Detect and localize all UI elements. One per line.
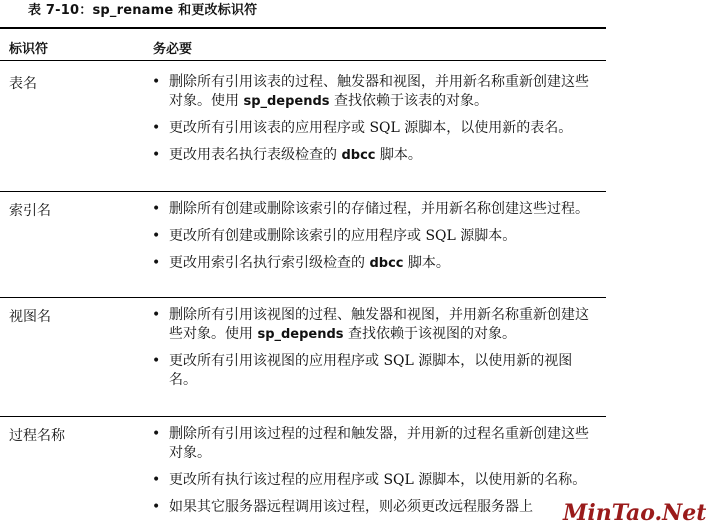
header-requirement: 务必要 [153,42,193,57]
row-divider [0,191,606,192]
list-item: • 更改用索引名执行索引级检查的 dbcc 脚本。 [149,254,594,273]
row-term-procedure-name: 过程名称 [9,428,65,444]
row-items-view-name [149,306,594,398]
table-caption: 表 7-10：sp_rename 和更改标识符 [28,3,258,18]
keyword-dbcc: dbcc [369,256,404,271]
header-identifier: 标识符 [9,42,49,57]
table-top-rule [0,27,606,29]
row-term-view-name: 视图名 [9,309,51,325]
row-divider [0,297,606,298]
list-item: • 更改所有创建或删除该索引的应用程序或 SQL 源脚本。 [149,227,594,246]
list-item: • 删除所有创建或删除该索引的存储过程，并用新名称创建这些过程。 [149,200,594,219]
list-item: • 更改所有引用该视图的应用程序或 SQL 源脚本，以使用新的视图名。 [149,352,594,390]
list-item: • 更改用表名执行表级检查的 dbcc 脚本。 [149,146,594,165]
watermark-logo: MinTao.Net [563,500,706,526]
list-item: • 如果其它服务器远程调用该过程，则必须更改远程服务器上 [149,498,594,517]
list-item: • 删除所有引用该过程的过程和触发器，并用新的过程名重新创建这些对象。 [149,425,594,463]
list-item: • 删除所有引用该表的过程、触发器和视图，并用新名称重新创建这些对象。使用 sp_depends 查找依赖于该表的对象。 [149,73,594,111]
keyword-dbcc: dbcc [341,148,376,163]
row-term-table-name: 表名 [9,76,37,92]
row-divider [0,416,606,417]
row-items-table-name [149,73,594,173]
keyword-sp-depends: sp_depends [257,327,344,342]
list-item: • 删除所有引用该视图的过程、触发器和视图，并用新名称重新创建这些对象。使用 sp_depends 查找依赖于该视图的对象。 [149,306,594,344]
list-item: • 更改所有执行该过程的应用程序或 SQL 源脚本，以使用新的名称。 [149,471,594,490]
row-items-procedure-name [149,425,594,525]
row-term-index-name: 索引名 [9,203,51,219]
list-item: • 更改所有引用该表的应用程序或 SQL 源脚本，以使用新的表名。 [149,119,594,138]
header-bottom-rule [0,60,606,61]
keyword-sp-depends: sp_depends [243,94,330,109]
row-items-index-name [149,200,594,281]
